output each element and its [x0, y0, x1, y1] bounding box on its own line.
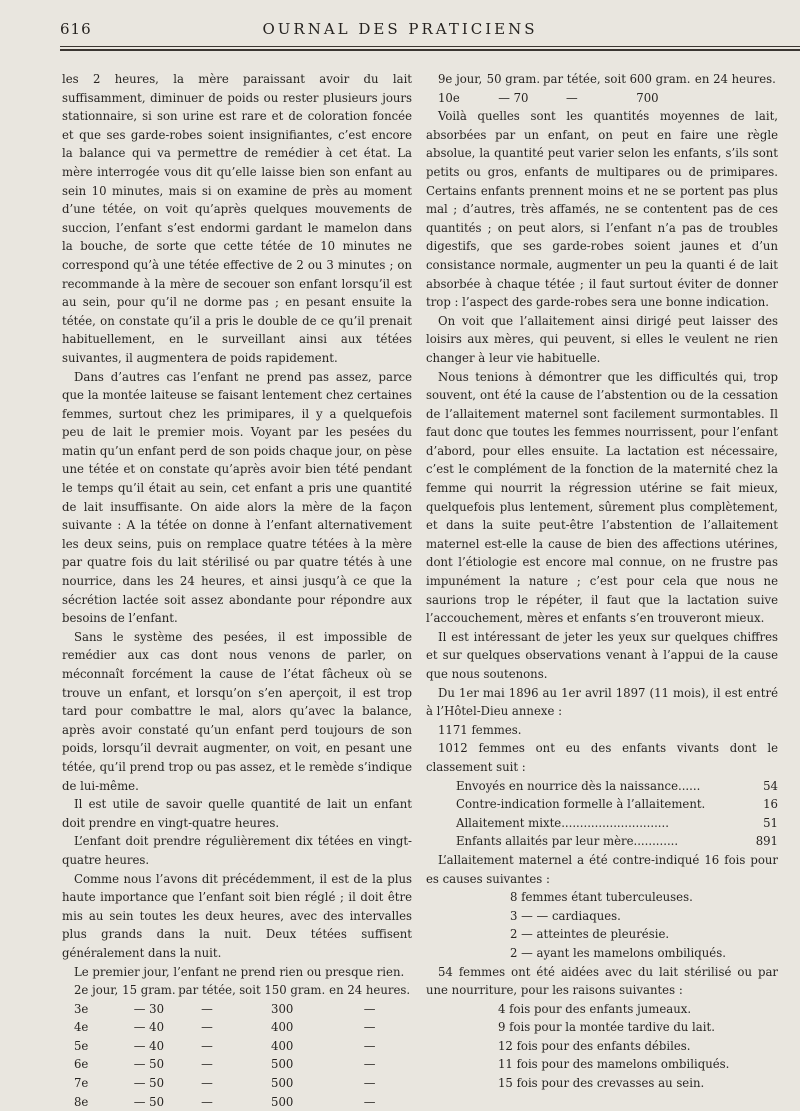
table-cell: — 70	[498, 90, 529, 105]
list-item: 2 — ayant les mamelons ombiliqués.	[510, 945, 726, 960]
table-cell: 500	[271, 1076, 294, 1091]
table-cell: —	[201, 1094, 213, 1109]
paragraph: les 2 heures, la mère paraissant avoir du lait suffisamment, diminuer de poids ou rester plusieurs jours stationnaire, si son urine est rare et de coloration foncée et que ses garde-robes soient insignifiantes, c’est encore la balance qui va permettre de remédier à cet état. La mère interrogée vous dit qu’elle laisse bien son enfant au sein 10 minutes, mais si on examine de près au moment d’une tétée, on voit qu’après quelques mouvements de succion, l’enfant s’est endormi gardant le mamelon dans la bouche, de sorte que cette tétée de 10 minutes ne correspond qu’à une tétée effective de 2 ou 3 minutes ; on recommande à la mère de secouer son enfant lorsqu’il est au sein, pour qu’il ne dorme pas ; en pesant ensuite la tétée, on constate qu’il a pris le double de ce qu’il prenait habituellement, en le surveillant ainsi aux tétées suivantes, il augmentera de poids rapidement.	[62, 72, 412, 365]
table-row	[426, 70, 778, 89]
page-header	[0, 0, 800, 52]
table-cell: — 50	[133, 1076, 165, 1091]
table-cell: 3e	[74, 1001, 89, 1016]
list-item-label: Allaitement mixte.............................	[456, 815, 669, 830]
table-cell: —	[363, 1076, 376, 1091]
table-row	[62, 1037, 412, 1056]
left-column	[62, 70, 412, 1111]
paragraph: L’allaitement maternel a été contre-indiqué 16 fois pour es causes suivantes :	[426, 852, 778, 886]
paragraph: L’enfant doit prendre régulièrement dix tétées en vingt-quatre heures.	[62, 834, 412, 867]
page-number: 616	[60, 20, 92, 38]
table-cell	[693, 89, 778, 108]
list-item-label: Enfants allaités par leur mère............	[456, 834, 679, 849]
list-item	[456, 777, 778, 796]
table-cell: —	[201, 1076, 213, 1091]
table-cell: 300	[271, 1001, 294, 1016]
paragraph: Il est utile de savoir quelle quantité de lait un enfant doit prendre en vingt-quatre heures.	[62, 797, 412, 830]
table-cell: 15 gram.	[122, 983, 176, 998]
table-row	[62, 1018, 412, 1037]
table-cell: 6e	[74, 1057, 89, 1072]
table-cell: —	[201, 1038, 213, 1053]
table-cell: — 40	[133, 1020, 165, 1035]
feeding-table	[62, 981, 412, 1111]
table-cell: 9e jour,	[438, 72, 483, 86]
table-cell: 5e	[74, 1038, 89, 1053]
table-cell: —	[363, 1020, 376, 1035]
table-cell: soit 150 gram.	[239, 983, 326, 998]
table-row	[62, 1074, 412, 1093]
paragraph: Du 1er mai 1896 au 1er avril 1897 (11 mois), il est entré à l’Hôtel-Dieu annexe :	[426, 685, 778, 719]
list-item: 8 femmes étant tuberculeuses.	[510, 890, 693, 905]
header-rule-thick	[60, 49, 800, 51]
table-row	[62, 1093, 412, 1111]
paragraph: Dans d’autres cas l’enfant ne prend pas assez, parce que la montée laiteuse se faisant lentement chez certaines femmes, surtout chez les primipares, il y a quelquefois peu de lait le premier mois. Voyant par les pesées du matin qu’un enfant perd de son poids chaque jour, on pèse une tétée et on constate qu’après avoir bien tété pendant le temps qu’il était au sein, cet enfant a pris une quantité de lait insuffisante. On aide alors la mère de la façon suivante : A la tétée on donne à l’enfant alternativement les deux seins, puis on remplace quatre tétées à la mère par quatre fois du lait stérilisé ou par quatre tétés à une nourrice, dans les 24 heures, et ainsi jusqu’à ce que la sécrétion lactée soit assez abondante pour répondre aux besoins de l’enfant.	[62, 369, 412, 626]
list-item: 11 fois pour des mamelons ombiliqués.	[498, 1057, 730, 1072]
table-cell: en 24 heures.	[329, 983, 411, 998]
list-item-label: Envoyés en nourrice dès la naissance......	[456, 778, 701, 793]
list-item: 4 fois pour des enfants jumeaux.	[498, 1001, 692, 1016]
paragraph: Le premier jour, l’enfant ne prend rien ou presque rien.	[74, 964, 405, 979]
table-cell: 7e	[74, 1076, 89, 1091]
paragraph: Nous tenions à démontrer que les difficultés qui, trop souvent, ont été la cause de l’abstention ou de la cessation de l’allaitement maternel sont facilement surmontables. Il faut donc que toutes les femmes nourrissent, pour l’enfant d’abord, pour elles ensuite. La lactation est nécessaire, c’est le complément de la fonction de la maternité chez la femme qui nourrit la régression utérine se fait mieux, quelquefois plus lentement, sûrement plus complètement, et dans la suite peut-être l’abstention de l’allaitement maternel est-elle la cause de bien des affections utérines, dont l’étiologie est encore mal connue, on ne frustre pas impunément la nature ; c’est pour cela que nous ne saurions trop le répéter, il faut que la lactation suive l’accouchement, mères et enfants s’en trouveront mieux.	[426, 369, 778, 626]
table-cell: 400	[271, 1020, 294, 1035]
reasons-list	[426, 1000, 778, 1093]
list-item	[456, 795, 778, 814]
paragraph: Il est intéressant de jeter les yeux sur quelques chiffres et sur quelques observations venant à l’appui de la cause que nous soutenons.	[426, 629, 778, 681]
table-cell: 400	[271, 1038, 294, 1053]
list-item-label: Contre-indication formelle à l’allaitement.	[456, 797, 706, 812]
table-cell: par tétée,	[543, 72, 601, 86]
list-item-value: 891	[755, 834, 778, 849]
contraindication-causes	[426, 888, 778, 962]
classification-list	[426, 777, 778, 851]
table-cell: —	[363, 1001, 376, 1016]
table-cell: en 24 heures.	[694, 72, 776, 86]
table-cell: — 50	[133, 1094, 165, 1109]
table-cell: — 50	[133, 1057, 165, 1072]
list-item	[456, 832, 778, 851]
journal-title: OURNAL DES PRATICIENS	[262, 20, 538, 38]
paragraph: 1171 femmes.	[438, 722, 522, 737]
table-cell: —	[201, 1001, 213, 1016]
table-row	[426, 89, 778, 108]
table-cell: 4e	[74, 1020, 89, 1035]
list-item: 15 fois pour des crevasses au sein.	[498, 1076, 705, 1091]
table-cell: —	[363, 1057, 376, 1072]
table-cell: —	[565, 90, 578, 105]
list-item-value: 16	[763, 797, 778, 812]
list-item: 3 — — cardiaques.	[510, 908, 621, 923]
table-cell: 2e jour,	[74, 983, 119, 998]
table-cell: —	[201, 1057, 213, 1072]
table-cell: 10e	[438, 90, 460, 105]
table-cell: —	[363, 1038, 376, 1053]
table-cell: par tétée,	[178, 983, 236, 998]
table-row	[62, 981, 412, 1000]
table-cell: —	[201, 1020, 213, 1035]
table-cell: — 30	[133, 1001, 165, 1016]
table-cell: 8e	[74, 1094, 89, 1109]
paragraph: 54 femmes ont été aidées avec du lait stérilisé ou par une nourriture, pour les raisons suivantes :	[426, 964, 778, 998]
list-item-value: 51	[763, 815, 778, 830]
paragraph: Sans le système des pesées, il est impossible de remédier aux cas dont nous venons de parler, on méconnaît forcément la cause de l’état fâcheux où se trouve un enfant, et lorsqu’on s’en aperçoit, il est trop tard pour combattre le mal, alors qu’avec la balance, après avoir constaté qu’un enfant perd toujours de son poids, lorsqu’il devrait augmenter, on voit, en pesant une tétée, qu’il prend trop ou pas assez, et le remède s’indique de lui-même.	[62, 629, 412, 793]
table-cell: 500	[271, 1094, 294, 1109]
list-item-value: 54	[763, 778, 778, 793]
list-item: 12 fois pour des enfants débiles.	[498, 1038, 691, 1053]
table-row	[62, 1000, 412, 1019]
right-column	[426, 70, 778, 1093]
table-cell: 700	[636, 90, 659, 105]
table-cell: —	[363, 1094, 376, 1109]
paragraph: Voilà quelles sont les quantités moyennes de lait, absorbées par un enfant, on peut en faire une règle absolue, la quantité peut varier selon les enfants, s’ils sont petits ou gros, enfants de multipares ou de primipares. Certains enfants prennent moins et ne se portent pas plus mal ; d’autres, très affamés, ne se contentent pas de ces quantités ; on peut alors, si l’enfant n’a pas de troubles digestifs, que ses garde-robes soient jaunes et d’un consistance normale, augmenter un peu la quanti é de lait absorbée à chaque tétée ; il faut surtout éviter de donner trop : l’aspect des garde-robes sera une bonne indication.	[426, 109, 778, 310]
table-cell: soit 600 gram.	[604, 72, 691, 86]
list-item	[456, 814, 778, 833]
table-cell: 50 gram.	[486, 72, 541, 86]
paragraph: On voit que l’allaitement ainsi dirigé peut laisser des loisirs aux mères, qui peuvent, si elles le veulent ne rien changer à leur vie habituelle.	[426, 313, 778, 365]
table-cell: — 40	[133, 1038, 165, 1053]
list-item: 2 — atteintes de pleurésie.	[510, 927, 670, 942]
paragraph: 1012 femmes ont eu des enfants vivants dont le classement suit :	[426, 741, 778, 774]
paragraph: Comme nous l’avons dit précédemment, il est de la plus haute importance que l’enfant soit bien réglé ; il doit être mis au sein toutes les deux heures, avec des intervalles plus grands dans la nuit. Deux tétées suffisent généralement dans la nuit.	[62, 871, 412, 960]
feeding-table-continued	[426, 70, 778, 107]
table-cell: 500	[271, 1057, 294, 1072]
table-row	[62, 1055, 412, 1074]
header-rule	[60, 46, 800, 47]
list-item: 9 fois pour la montée tardive du lait.	[498, 1020, 715, 1035]
